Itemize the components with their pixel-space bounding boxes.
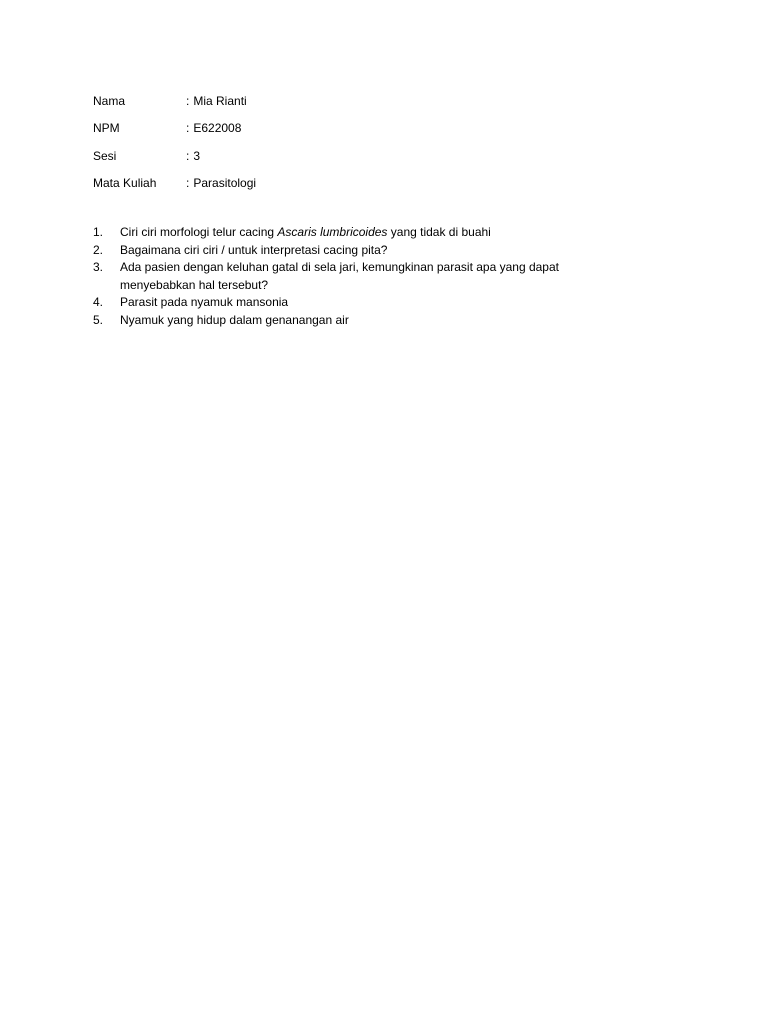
info-row-nama <box>93 87 513 115</box>
info-separator: : <box>186 148 190 163</box>
question-text: Parasit pada nyamuk mansonia <box>120 295 289 309</box>
info-separator: : <box>186 93 190 108</box>
info-row-sesi <box>93 142 513 170</box>
question-item <box>93 242 613 260</box>
question-number: 4. <box>93 295 104 309</box>
info-value-npm: E622008 <box>193 121 242 136</box>
student-info <box>93 87 513 197</box>
question-number: 5. <box>93 312 104 327</box>
question-number: 3. <box>93 260 104 274</box>
info-label: Mata Kuliah <box>93 176 157 191</box>
question-item <box>93 224 613 242</box>
info-value-sesi: 3 <box>193 148 201 163</box>
info-value-nama: Mia Rianti <box>193 93 247 108</box>
info-value-mata-kuliah: Parasitologi <box>193 176 257 191</box>
question-text-part: Ciri ciri morfologi telur cacing <box>120 225 278 239</box>
question-text <box>120 224 613 242</box>
question-text: Bagaimana ciri ciri / untuk interpretasi cacing pita? <box>120 242 388 257</box>
info-row-mata-kuliah <box>93 170 513 198</box>
info-row-npm <box>93 115 513 143</box>
info-separator: : <box>186 176 190 191</box>
info-label: Nama <box>93 93 126 108</box>
question-number: 2. <box>93 242 104 257</box>
info-label: NPM <box>93 121 120 136</box>
question-number: 1. <box>93 225 104 239</box>
species-name: Ascaris lumbricoides <box>277 225 388 239</box>
question-item <box>93 259 613 294</box>
question-text: Ada pasien dengan keluhan gatal di sela jari, kemungkinan parasit apa yang dapat menyebabkan hal tersebut? <box>120 260 559 292</box>
question-text: Nyamuk yang hidup dalam genanangan air <box>120 312 349 327</box>
info-label: Sesi <box>93 148 117 163</box>
question-text-part: yang tidak di buahi <box>387 225 491 239</box>
info-separator: : <box>186 121 190 136</box>
question-item <box>93 294 613 312</box>
question-list <box>93 224 613 329</box>
question-item <box>93 312 613 330</box>
